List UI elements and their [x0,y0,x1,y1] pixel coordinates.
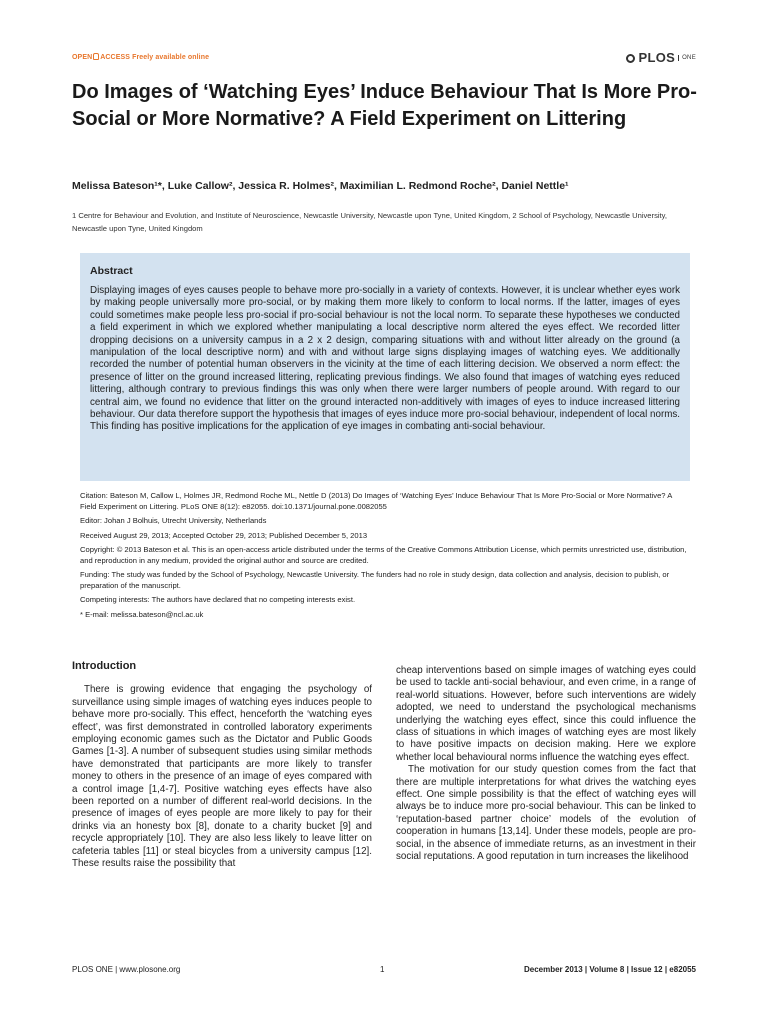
editor: Editor: Johan J Bolhuis, Utrecht University, Netherlands [80,516,267,525]
plos-one-logo [626,50,696,65]
footer-journal: PLOS ONE | www.plosone.org [72,965,181,974]
journal-header [72,50,696,66]
abstract-text: Displaying images of eyes causes people to behave more pro-socially in a variety of contexts. However, it is unclear whether eyes work by making people universally more pro-social, or by making them more likely to conform to local norms. If the latter, images of eyes could sometimes make people less pro-social if pro-social behaviour is not the local norm. To separate these hypotheses we conducted a field experiment in which we explored whether manipulating a local descriptive norm altered the eyes effect. We recorded litter dropping decisions on a university campus in a 2 x 2 design, comparing situations with and without litter already on the ground (a manipulation of the local descriptive norm) and with and without large signs displaying images of watching eyes. We additionally recorded the number of potential human observers in the vicinity at the time of each littering decision. We observed a norm effect: the presence of litter on the ground increased littering, replicating previous findings. We also found that images of watching eyes reduced littering, although contrary to previous findings this was only when there were larger numbers of people around. With regard to our central aim, we found no evidence that litter on the ground interacted non-additively with images of eyes to induce increased littering behaviour. Our data therefore support the hypothesis that images of eyes induce more pro-social behaviour, independent of local norms. This finding has positive implications for the application of eye images in combating anti-social behaviour. [90,285,680,433]
left-column [72,660,372,871]
email: * E-mail: melissa.bateson@ncl.ac.uk [80,609,204,619]
lock-icon [93,53,99,60]
affiliations: 1 Centre for Behaviour and Evolution, and Institute of Neuroscience, Newcastle University, Newcastle upon Tyne, United Kingdom, 2 School of Psychology, Newcastle University, Newcastle upon Tyne, United Kingdom [72,211,667,233]
open-label: OPEN [72,54,93,61]
access-label: ACCESS [100,54,131,61]
copyright: Copyright: © 2013 Bateson et al. This is an open-access article distributed under the terms of the Creative Commons Attribution License, which permits unrestricted use, distribution, and reproduction in any medium, provided the original author and source are credited. [80,545,687,565]
competing-interests: Competing interests: The authors have declared that no competing interests exist. [80,595,356,604]
citation: Citation: Bateson M, Callow L, Holmes JR, Redmond Roche ML, Nettle D (2013) Do Images of ‘Watching Eyes’ Induce Behaviour That Is More Pro-Social or More Normative? A Field Experiment on Littering. PLoS ONE 8(12): e82055. doi:10.1371/journal.pone.0082055 [80,491,672,511]
right-column [396,665,696,864]
abstract-box [80,253,690,481]
footer-issue: December 2013 | Volume 8 | Issue 12 | e82055 [523,965,696,974]
funding: Funding: The study was funded by the School of Psychology, Newcastle University. The funders had no role in study design, data collection and analysis, decision to publish, or preparation of the manuscript. [80,570,670,590]
article-metadata [80,491,690,624]
intro-paragraph-2: The motivation for our study question comes from the fact that there are multiple interpretations for what drives the watching eyes effect. One simple possibility is that the effect of watching eyes will always be to induce more pro-social behaviour. This can be linked to ‘reputation-based partner choice’ models of the evolution of cooperation in humans [13,14]. Under these models, people are pro-social, in the absence of immediate returns, as an investment in their social reputations. A good reputation in turn increases the likelihood [396,764,696,863]
freely-available-label: Freely available online [132,54,210,61]
intro-paragraph-1-cont: cheap interventions based on simple images of watching eyes could be used to tackle anti-social behaviour, and even crime, in a range of real-world situations. However, before such interventions are widely adopted, we need to understand the psychological mechanisms underlying the watching eyes effect, since this could influence the class of situations in which images of watching eyes are most likely to have positive impacts on decision making. Here we explore whether local behavioural norms influence the watching eyes effect. [396,665,696,763]
open-access-badge [72,53,209,61]
plos-label: PLOS [638,50,676,65]
plos-logo-icon [626,54,635,63]
one-label: ONE [678,55,696,61]
author-list: Melissa Bateson¹*, Luke Callow², Jessica R. Holmes², Maximilian L. Redmond Roche², Daniel Nettle¹ [72,180,569,192]
page-number: 1 [380,965,385,974]
introduction-heading: Introduction [72,660,137,672]
intro-paragraph-1: There is growing evidence that engaging the psychology of surveillance using simple images of watching eyes induces people to behave more pro-socially. This effect, henceforth the ‘watching eyes effect’, was first demonstrated in controlled laboratory experiments employing economic games such as the Dictator and Public Goods Games [1-3]. A number of subsequent studies using similar methods have demonstrated that participants are more likely to transfer money to others in the presence of an image of eyes compared with a control image [1,4-7]. Positive watching eyes effects have also been reported on a number of different real-world decisions. In the presence of images of eyes people are more likely to pay for their drinks via an honesty box [8], donate to a charity bucket [9] and recycle appropriately [10]. They are also less likely to leave litter on cafeteria tables [11] or steal bicycles from a university campus [12]. These results raise the possibility that [72,684,372,870]
dates: Received August 29, 2013; Accepted October 29, 2013; Published December 5, 2013 [80,530,368,540]
abstract-heading: Abstract [90,265,133,277]
article-title: Do Images of ‘Watching Eyes’ Induce Behaviour That Is More Pro-Social or More Normative? A Field Experiment on Littering [72,81,697,130]
